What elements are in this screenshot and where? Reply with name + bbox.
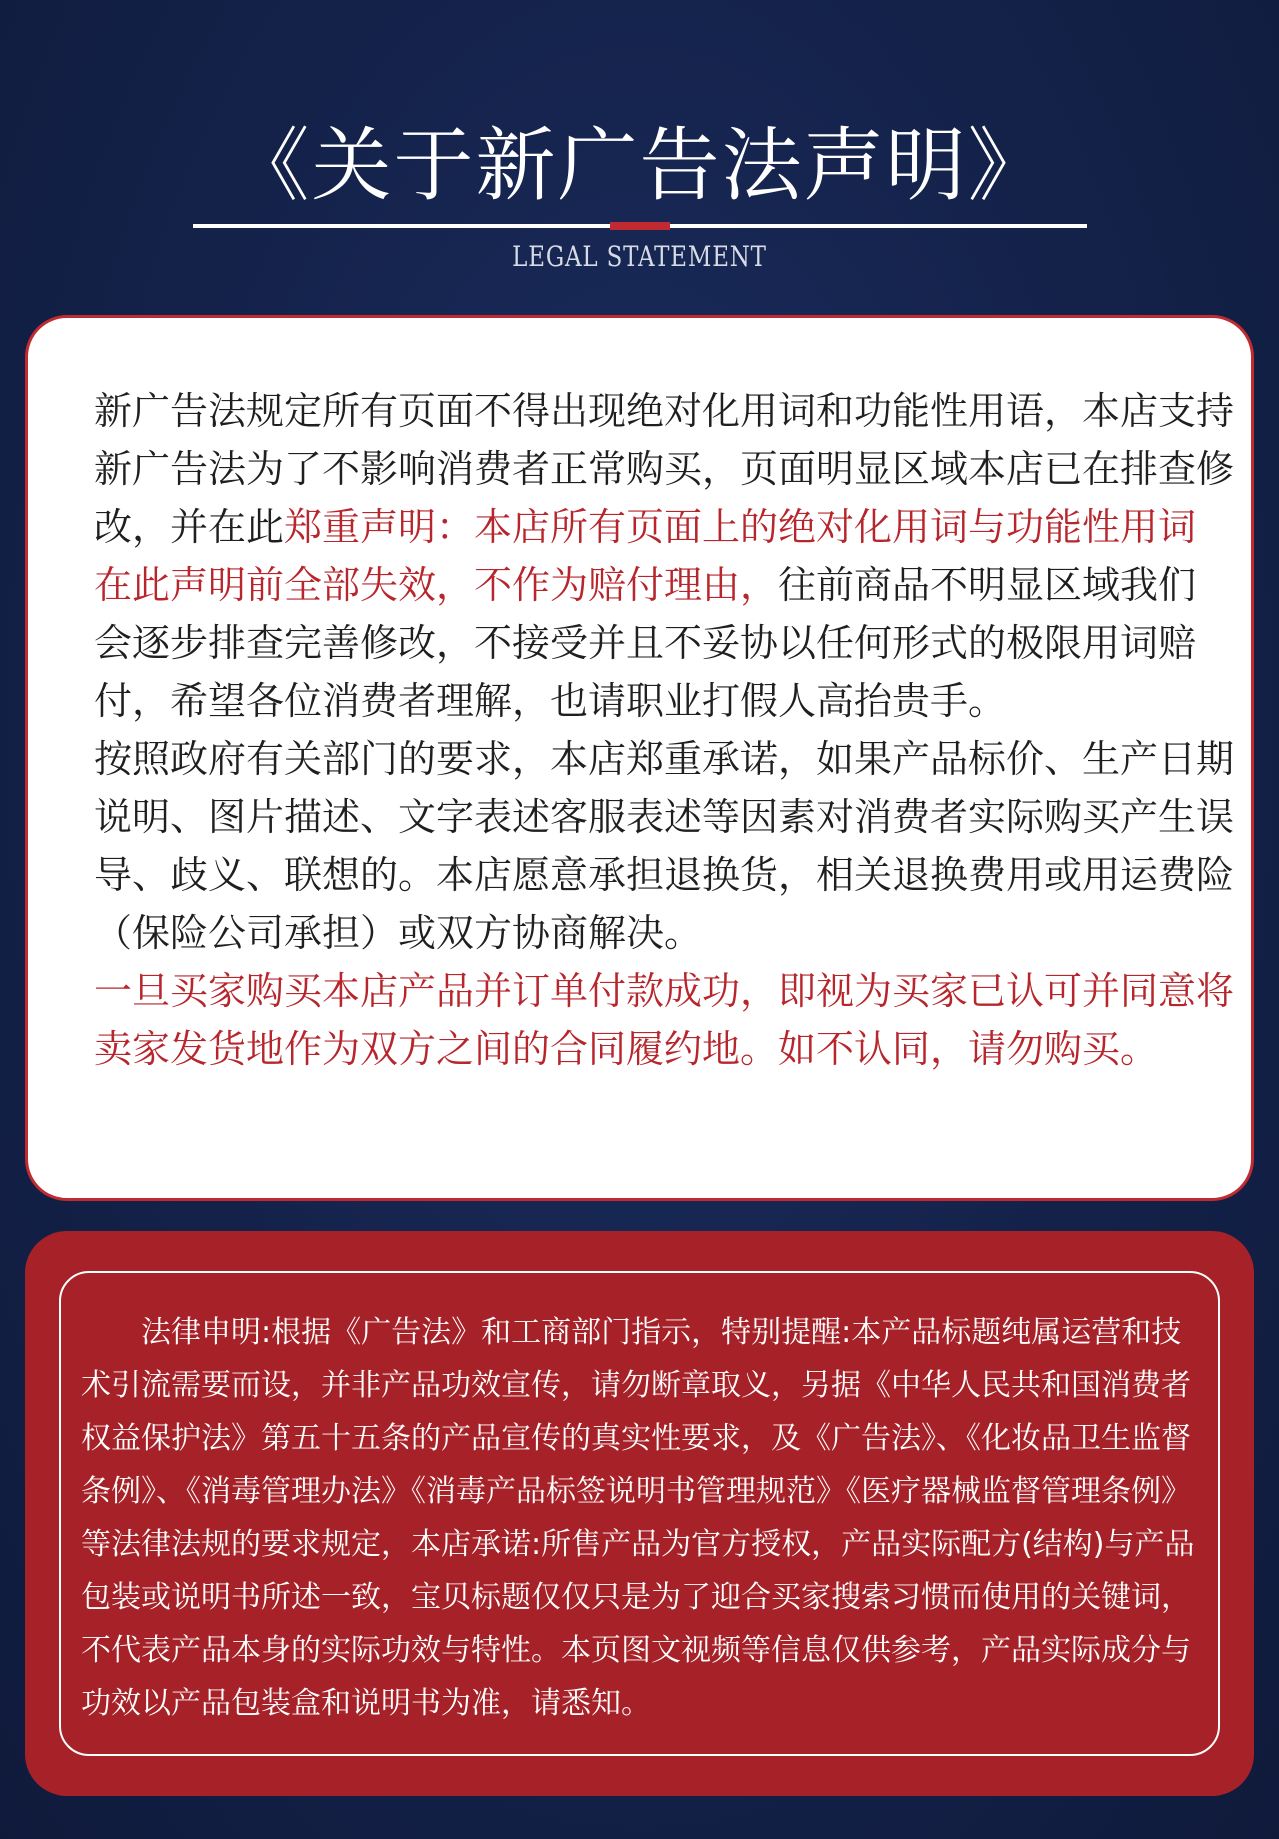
legal-notice-text: 法律申明:根据《广告法》和工商部门指示，特别提醒:本产品标题纯属运营和技术引流需要而设，并非产品功效宣传，请勿断章取义，另据《中华人民共和国消费者权益保护法》第五十五条的产品宣传的真实性要求，及《广告法》、《化妆品卫生监督条例》、《消毒管理办法》《消毒产品标签说明书管理规范》《医疗器械监督管理条例》等法律法规的要求规定，本店承诺:所售产品为官方授权，产品实际配方(结构)与产品包装或说明书所述一致，宝贝标题仅仅只是为了迎合买家搜索习惯而使用的关键词，不代表产品本身的实际功效与特性。本页图文视频等信息仅供参考，产品实际成分与功效以产品包装盒和说明书为准，请悉知。 xyxy=(81,1315,1195,1721)
statement-p1-before: 新广告法规定所有页面不得出现绝对化用词和功能性用语，本店支持新广告法为了不影响消费者正常购买，页面明显区域本店已在排查修改，并在此 xyxy=(94,389,1235,549)
page-subtitle: LEGAL STATEMENT xyxy=(512,240,767,273)
statement-paragraph-2: 按照政府有关部门的要求，本店郑重承诺，如果产品标价、生产日期说明、图片描述、文字表述客服表述等因素对消费者实际购买产生误导、歧义、联想的。本店愿意承担退换货，相关退换费用或用运费险（保险公司承担）或双方协商解决。 xyxy=(94,737,1235,955)
statement-text xyxy=(94,382,1234,1078)
statement-paragraph-1 xyxy=(94,382,1234,730)
title-divider-accent xyxy=(610,222,670,230)
statement-card xyxy=(25,315,1254,1201)
page-title: 《关于新广告法声明》 xyxy=(229,119,1050,212)
statement-p1-highlight: 郑重声明：本店所有页面上的绝对化用词与功能性用词在此声明前全部失效，不作为赔付理由， xyxy=(94,505,1197,607)
statement-paragraph-3: 一旦买家购买本店产品并订单付款成功，即视为买家已认可并同意将卖家发货地作为双方之间的合同履约地。如不认同，请勿购买。 xyxy=(94,969,1235,1071)
statement-p1-after: 往前商品不明显区域我们会逐步排查完善修改，不接受并且不妥协以任何形式的极限用词赔付，希望各位消费者理解，也请职业打假人高抬贵手。 xyxy=(94,563,1197,723)
header xyxy=(0,0,1279,300)
legal-notice-card xyxy=(25,1231,1254,1796)
